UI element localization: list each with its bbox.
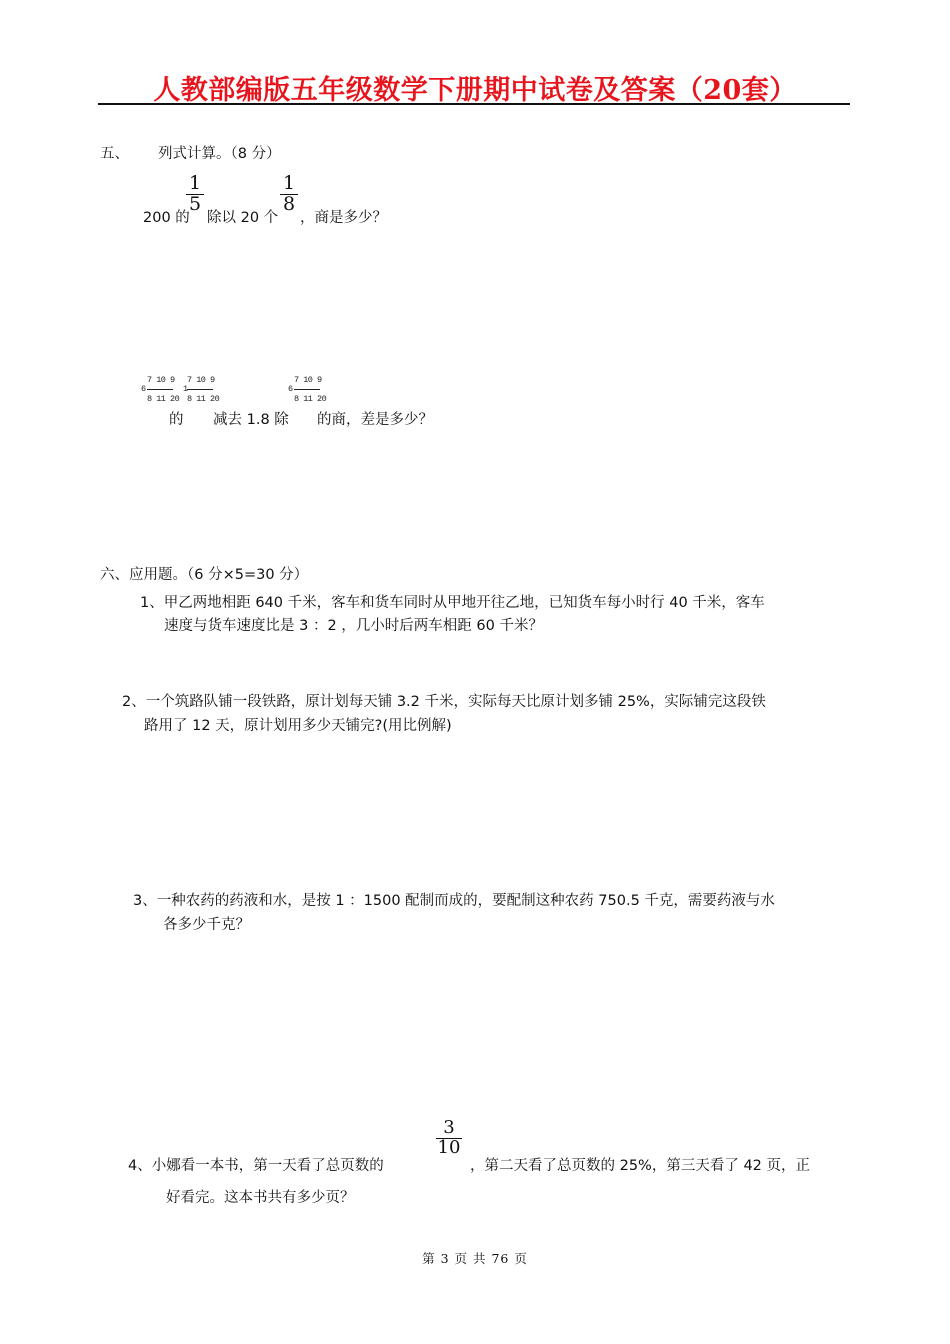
word-problem-3-line2: 各多少千克？ [163, 917, 250, 933]
garbled-fraction-b [183, 376, 219, 404]
garbled-fraction-c [288, 376, 326, 404]
fraction-denominator: 8 [282, 192, 296, 215]
fraction-denominator: 5 [188, 192, 202, 215]
calc-q2-part1: 的 [169, 412, 184, 428]
word-problem-2-line1: 2、一个筑路队铺一段铁路，原计划每天铺 3.2 千米，实际每天比原计划多铺 25%，实际铺完这段铁 [122, 694, 766, 710]
glyph-top: 7 10 9 [147, 375, 175, 385]
calc-q2-part3: 的商，差是多少？ [317, 412, 433, 428]
glyph-top: 7 10 9 [294, 375, 322, 385]
calc-q1-fraction-1 [186, 174, 204, 215]
fraction-numerator: 3 [443, 1117, 455, 1138]
calc-q2-part2: 减去 1.8 除 [213, 412, 289, 428]
word-problem-3-line1: 3、一种农药的药液和水，是按 1 ：1500 配制而成的，要配制这种农药 750.5 千克，需要药液与水 [133, 893, 775, 909]
word-problem-2-line2: 路用了 12 天，原计划用多少天铺完?(用比例解) [144, 718, 452, 734]
word-problem-4-part2: ，第二天看了总页数的 25%，第三天看了 42 页，正 [470, 1158, 811, 1174]
glyph-prefix: 6 [141, 384, 146, 394]
glyph-bar [294, 389, 320, 391]
document-title: 人教部编版五年级数学下册期中试卷及答案（20套） [153, 75, 797, 106]
glyph-prefix: 1 [183, 384, 188, 394]
calc-q1-part2: 除以 20 个 [207, 210, 279, 226]
word-problem-4-fraction [436, 1119, 462, 1158]
fraction-denominator: 10 [437, 1136, 461, 1158]
word-problem-1-line2: 速度与货车速度比是 3 ：2 ，几小时后两车相距 60 千米？ [164, 618, 543, 634]
section-6-heading: 六、应用题。（6 分×5=30 分） [100, 567, 309, 583]
glyph-bar [187, 389, 213, 391]
word-problem-4-part1: 4、小娜看一本书，第一天看了总页数的 [128, 1158, 384, 1174]
calc-q1-fraction-2 [280, 174, 298, 215]
glyph-top: 7 10 9 [187, 375, 215, 385]
glyph-prefix: 6 [288, 384, 293, 394]
glyph-bottom: 8 11 20 [187, 394, 220, 404]
glyph-bottom: 8 11 20 [294, 394, 327, 404]
word-problem-1-line1: 1、甲乙两地相距 640 千米，客车和货车同时从甲地开往乙地，已知货车每小时行 40 千米，客车 [140, 595, 765, 611]
fraction-numerator: 1 [282, 172, 296, 194]
word-problem-4-line2: 好看完。这本书共有多少页？ [166, 1190, 355, 1206]
calc-q1-part1: 200 的 [143, 210, 190, 226]
header-rule [98, 103, 850, 105]
glyph-bottom: 8 11 20 [147, 394, 180, 404]
section-5-heading: 列式计算。（8 分） [158, 146, 281, 162]
page-number: 第 3 页 共 76 页 [422, 1251, 528, 1266]
calc-q1-part3: ，商是多少？ [300, 210, 387, 226]
garbled-fraction-a [141, 376, 179, 404]
section-5-number: 五、 [100, 146, 129, 162]
fraction-numerator: 1 [188, 172, 202, 194]
glyph-bar [147, 389, 173, 391]
